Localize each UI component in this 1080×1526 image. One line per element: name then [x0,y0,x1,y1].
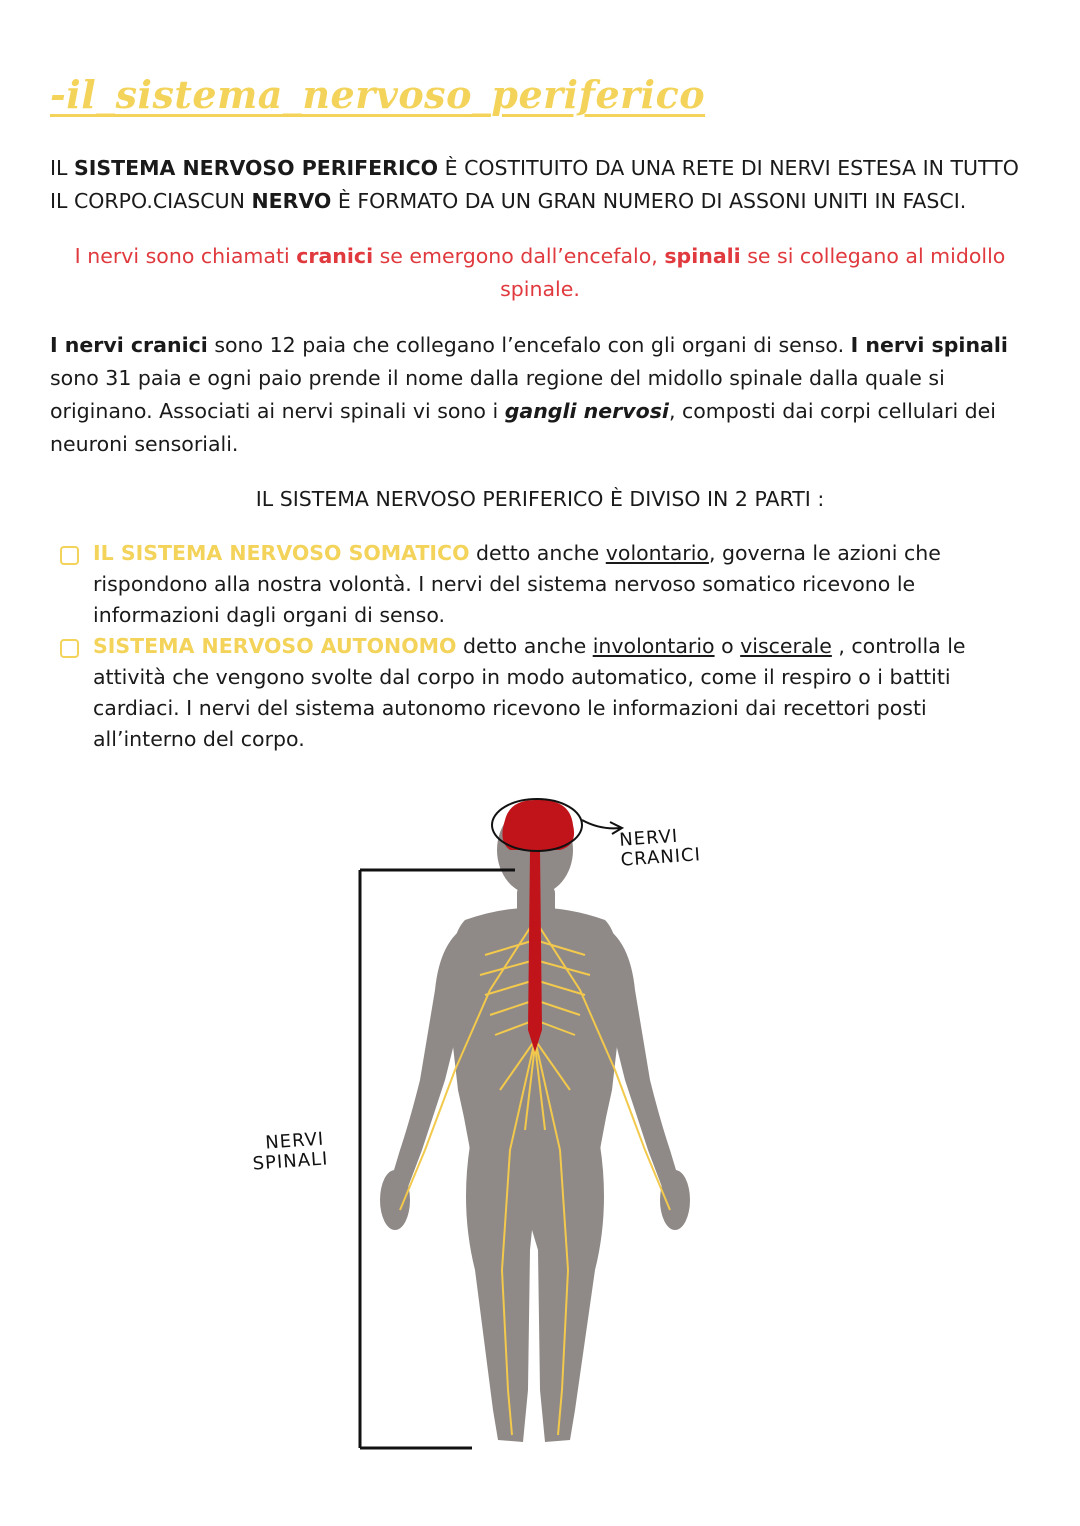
cranial-nerves-label [619,825,702,871]
checkbox-icon[interactable] [60,639,79,658]
cs-text-1: sono 12 paia che collegano l’encefalo con gli organi di senso. [207,333,851,357]
list-item-autonomic [60,631,1035,755]
autonomic-title: SISTEMA NERVOSO AUTONOMO [93,634,457,658]
autonomic-underlined-1: involontario [592,634,715,658]
cranial-callout-arrow [582,820,622,834]
nervous-system-figure [240,790,760,1460]
page-title: -il_sistema_nervoso_periferico [50,72,706,117]
body-illustration [240,790,760,1460]
cs-bold-1: I nervi cranici [50,333,208,357]
cs-bold-2: I nervi spinali [850,333,1008,357]
division-heading: IL SISTEMA NERVOSO PERIFERICO È DIVISO IN 2 PARTI : [255,487,825,511]
spinal-nerves-label [251,1129,329,1174]
cranial-label-line-1: NERVI [618,825,679,851]
red-bold-1: cranici [296,244,374,268]
cranial-label-line-2: CRANICI [620,844,702,871]
spinal-cord-icon [528,850,542,1052]
autonomic-text-2: , controlla le attività che vengono svolte dal corpo in modo automatico, come il respiro o i battiti cardiaci. I nervi del sistema autonomo ricevono le informazioni dai recettori posti all’interno del corpo. [93,634,966,751]
somatic-title: IL SISTEMA NERVOSO SOMATICO [93,541,470,565]
cs-text-2: sono 31 paia e ogni paio prende il nome dalla regione del midollo spinale dalla quale si originano. Associati ai nervi spinali vi sono i [50,366,945,423]
spinal-label-line-2: SPINALI [252,1148,330,1175]
cs-bold-italic: gangli nervosi [504,399,669,423]
autonomic-underlined-2: viscerale [740,634,832,658]
checkbox-icon[interactable] [60,546,79,565]
red-text-1: I nervi sono chiamati [74,244,297,268]
red-text-3: se si collegano al midollo spinale. [500,244,1006,301]
intro-bold-1: SISTEMA NERVOSO PERIFERICO [73,156,439,180]
intro-text-3: È FORMATO DA UN GRAN NUMERO DI ASSONI UNITI IN FASCI. [331,189,967,213]
intro-text-2: È COSTITUITO DA UNA RETE DI NERVI ESTESA IN TUTTO IL CORPO.CIASCUN [50,156,1019,213]
red-bold-2: spinali [664,244,741,268]
intro-text-1: IL [50,156,74,180]
somatic-underlined: volontario [605,541,709,565]
cranial-spinal-paragraph [50,329,1040,461]
autonomic-text-mid: o [714,634,741,658]
red-text-2: se emergono dall’encefalo, [373,244,665,268]
somatic-text-1: detto anche [469,541,606,565]
spinal-label-line-1: NERVI [264,1128,325,1154]
intro-paragraph [50,152,1040,218]
brain-icon [502,800,574,850]
autonomic-text-1: detto anche [456,634,593,658]
intro-bold-2: NERVO [251,189,332,213]
list-item-somatic [60,538,1035,631]
cs-text-3: , composti dai corpi cellulari dei neuroni sensoriali. [50,399,996,456]
somatic-text-2: , governa le azioni che rispondono alla nostra volontà. I nervi del sistema nervoso somatico ricevono le informazioni dagli organi di senso. [93,541,941,627]
division-list [60,538,1035,755]
red-note [70,240,1010,306]
